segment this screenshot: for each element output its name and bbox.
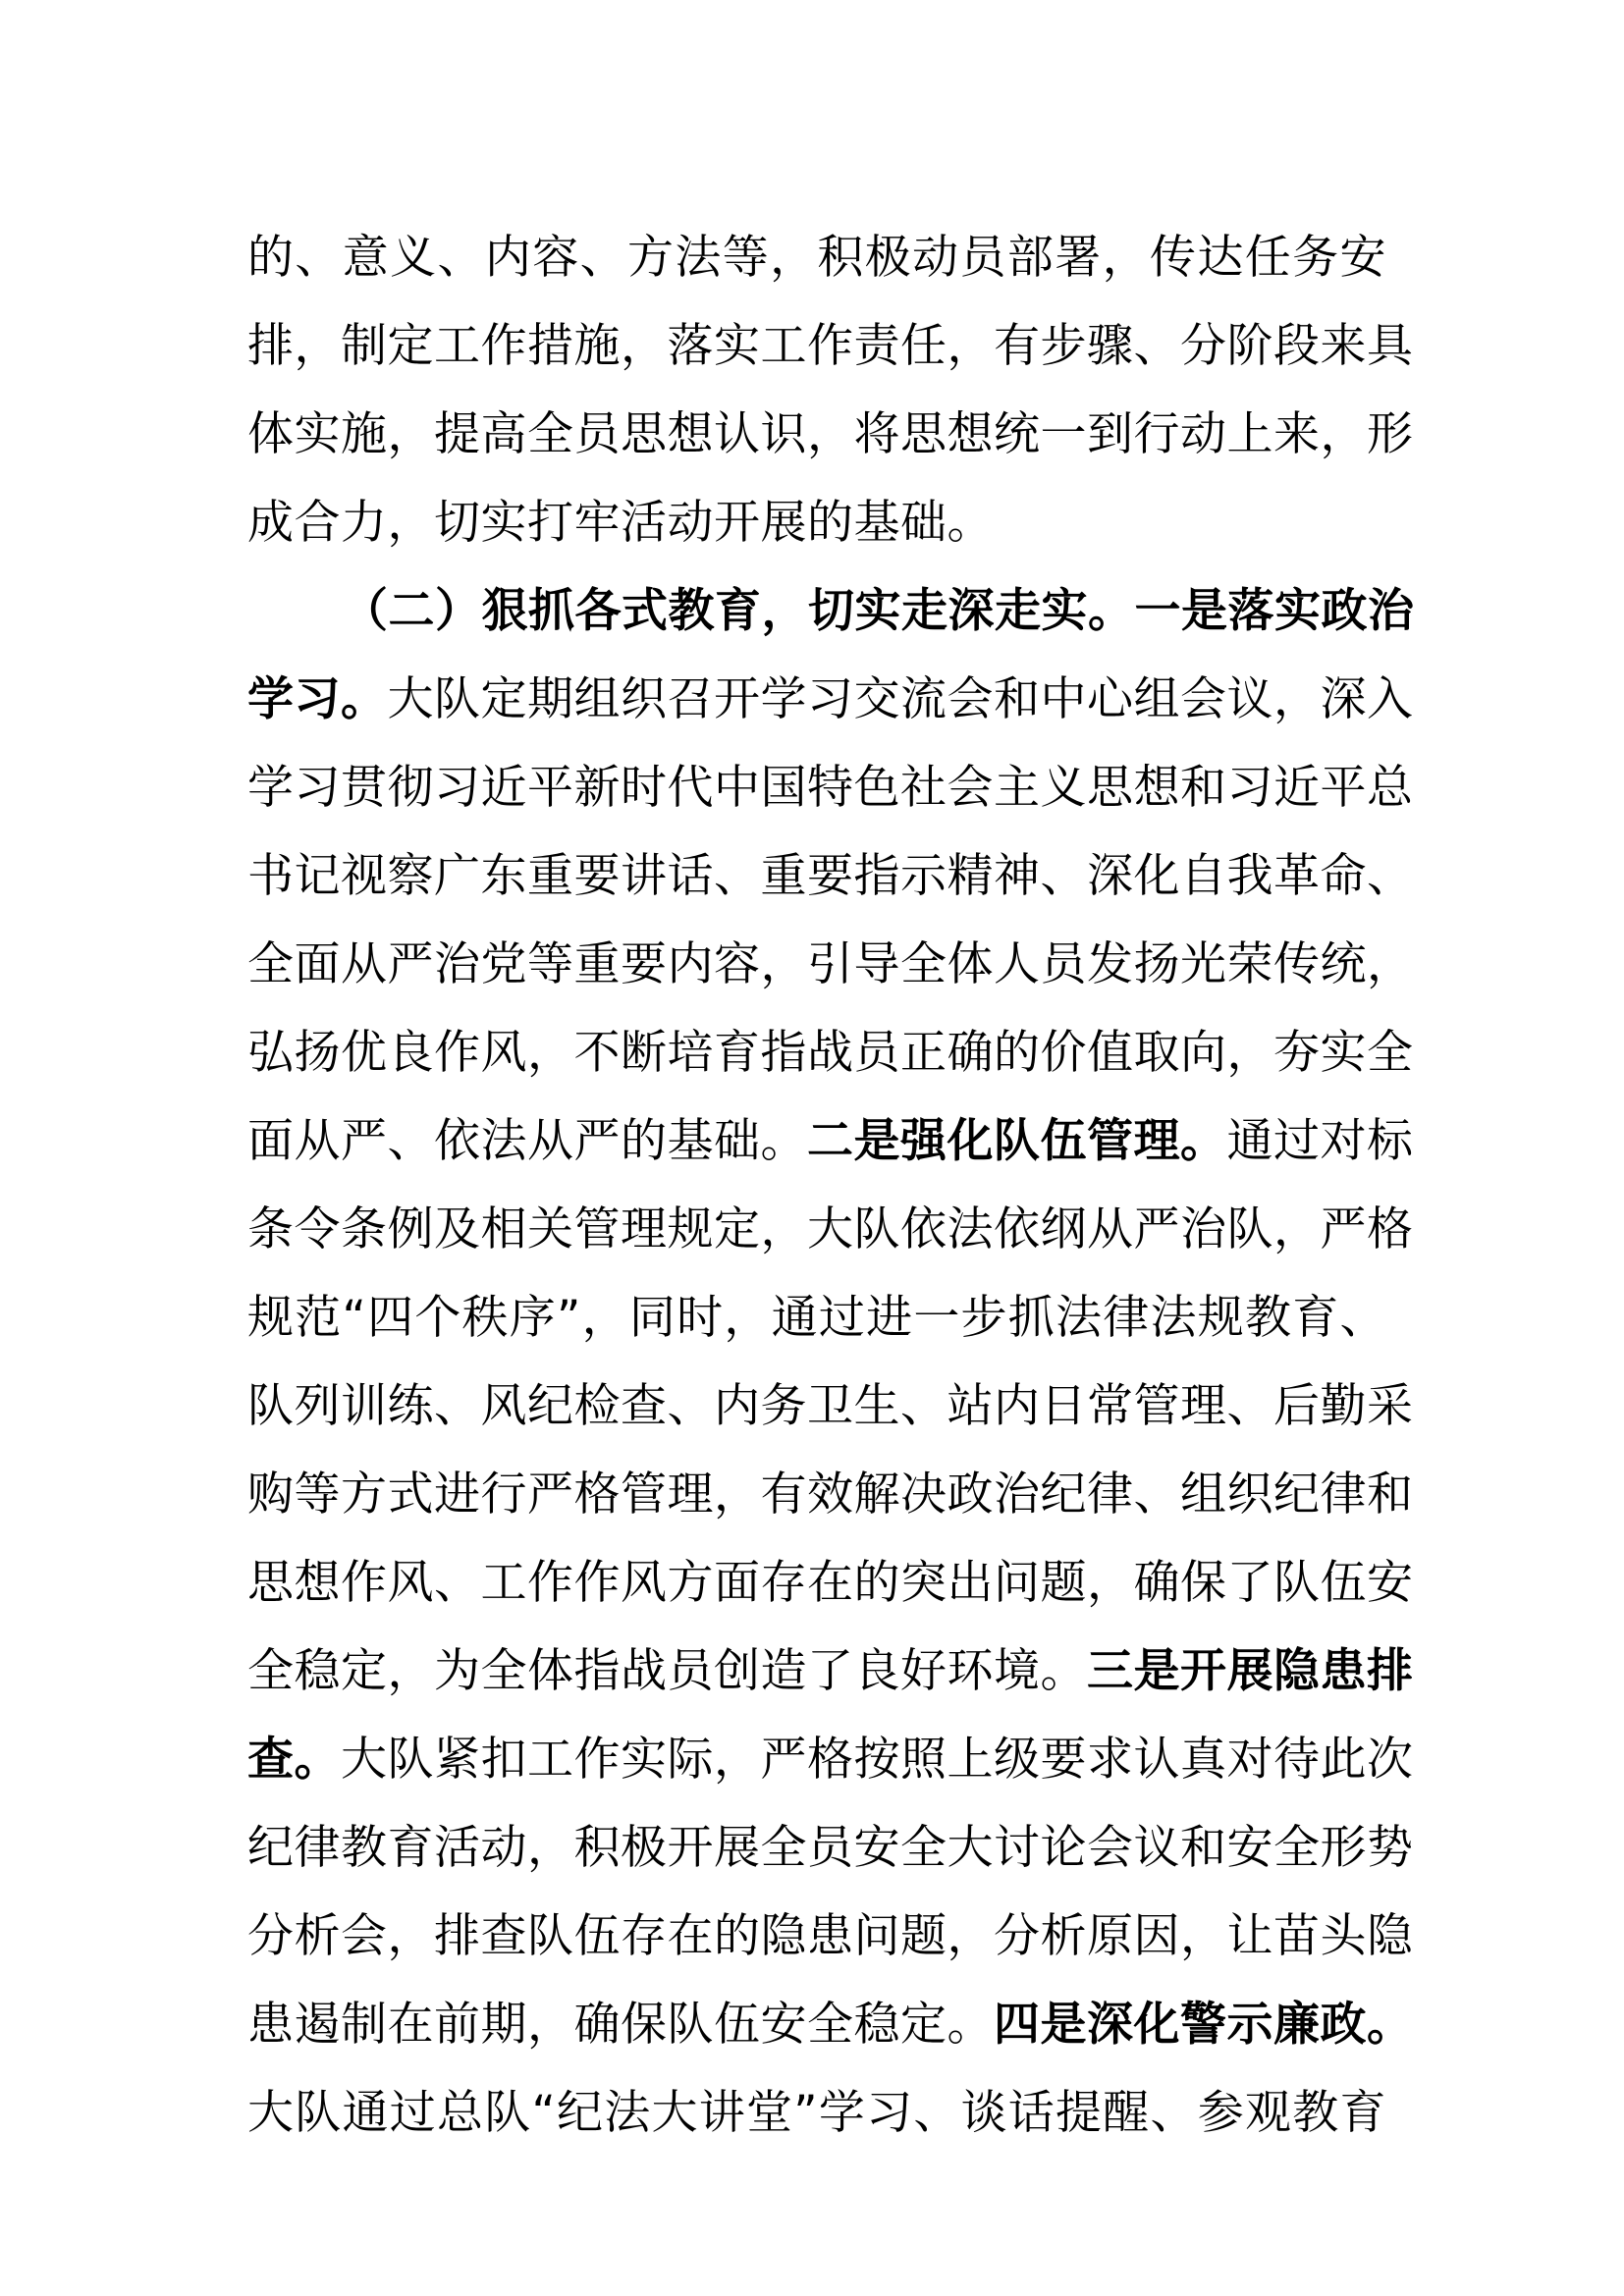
text-line (247, 1274, 1386, 1362)
text-run: 纪律教育活动，积极开展全员安全大讨论会议和安全形势 (247, 1821, 1414, 1875)
text-run: 大队定期组织召开学习交流会和中心组会议，深入 (387, 672, 1414, 726)
text-line (247, 832, 1414, 921)
bold-run: 二是强化队伍管理。 (807, 1114, 1227, 1168)
text-run: 全稳定，为全体指战员创造了良好环境。 (247, 1644, 1087, 1698)
text-line (247, 2069, 1386, 2158)
text-line (247, 1804, 1414, 1893)
text-run: 规范“四个秩序”，同时，通过进一步抓法律法规教育、 (247, 1291, 1386, 1345)
text-run: 患遏制在前期，确保队伍安全稳定。 (247, 1998, 994, 2052)
text-run: 全面从严治党等重要内容，引导全体人员发扬光荣传统， (247, 937, 1414, 991)
text-run: 购等方式进行严格管理，有效解决政治纪律、组织纪律和 (247, 1468, 1414, 1522)
bold-run: 查。 (247, 1733, 341, 1787)
text-run: 书记视察广东重要讲话、重要指示精神、深化自我革命、 (247, 849, 1414, 903)
text-run: 排，制定工作措施，落实工作责任，有步骤、分阶段来具 (247, 319, 1414, 373)
text-line (247, 1186, 1414, 1274)
text-line (247, 1451, 1414, 1539)
text-line (247, 214, 1386, 302)
text-line (247, 1539, 1414, 1628)
text-run: 弘扬优良作风，不断培育指战员正确的价值取向，夯实全 (247, 1026, 1414, 1080)
text-line (247, 921, 1414, 1009)
text-line (247, 1716, 1414, 1804)
text-line (247, 479, 1386, 567)
text-run: 思想作风、工作作风方面存在的突出问题，确保了队伍安 (247, 1556, 1414, 1610)
text-line (247, 391, 1414, 479)
section-heading-line (247, 567, 1415, 656)
text-line (247, 302, 1414, 391)
text-run: 面从严、依法从严的基础。 (247, 1114, 807, 1168)
text-line (247, 1981, 1414, 2069)
document-body (247, 214, 1415, 2158)
text-run: 成合力，切实打牢活动开展的基础。 (247, 496, 994, 550)
text-run: 学习贯彻习近平新时代中国特色社会主义思想和习近平总 (247, 761, 1414, 815)
bold-run: 学习。 (247, 672, 388, 726)
text-run: 体实施，提高全员思想认识，将思想统一到行动上来，形 (247, 407, 1414, 461)
text-line (247, 1009, 1414, 1097)
text-line (247, 1893, 1414, 1981)
text-run: 队列训练、风纪检查、内务卫生、站内日常管理、后勤采 (247, 1379, 1414, 1433)
bold-run: 四是深化警示廉政。 (994, 1998, 1414, 2052)
section-heading: （二）狠抓各式教育，切实走深走实。一是落实政治 (342, 584, 1415, 638)
text-line (247, 1362, 1414, 1451)
text-line (247, 1097, 1414, 1186)
text-run: 大队紧扣工作实际，严格按照上级要求认真对待此次 (341, 1733, 1414, 1787)
text-run: 条令条例及相关管理规定，大队依法依纲从严治队，严格 (247, 1202, 1414, 1256)
text-run: 的、意义、内容、方法等，积极动员部署，传达任务安 (247, 231, 1386, 285)
text-run: 大队通过总队“纪法大讲堂”学习、谈话提醒、参观教育 (247, 2086, 1386, 2140)
text-line (247, 744, 1414, 832)
text-line (247, 1628, 1414, 1716)
text-run: 分析会，排查队伍存在的隐患问题，分析原因，让苗头隐 (247, 1909, 1414, 1963)
text-run: 通过对标 (1226, 1114, 1414, 1168)
bold-run: 三是开展隐患排 (1087, 1644, 1414, 1698)
text-line (247, 656, 1414, 744)
